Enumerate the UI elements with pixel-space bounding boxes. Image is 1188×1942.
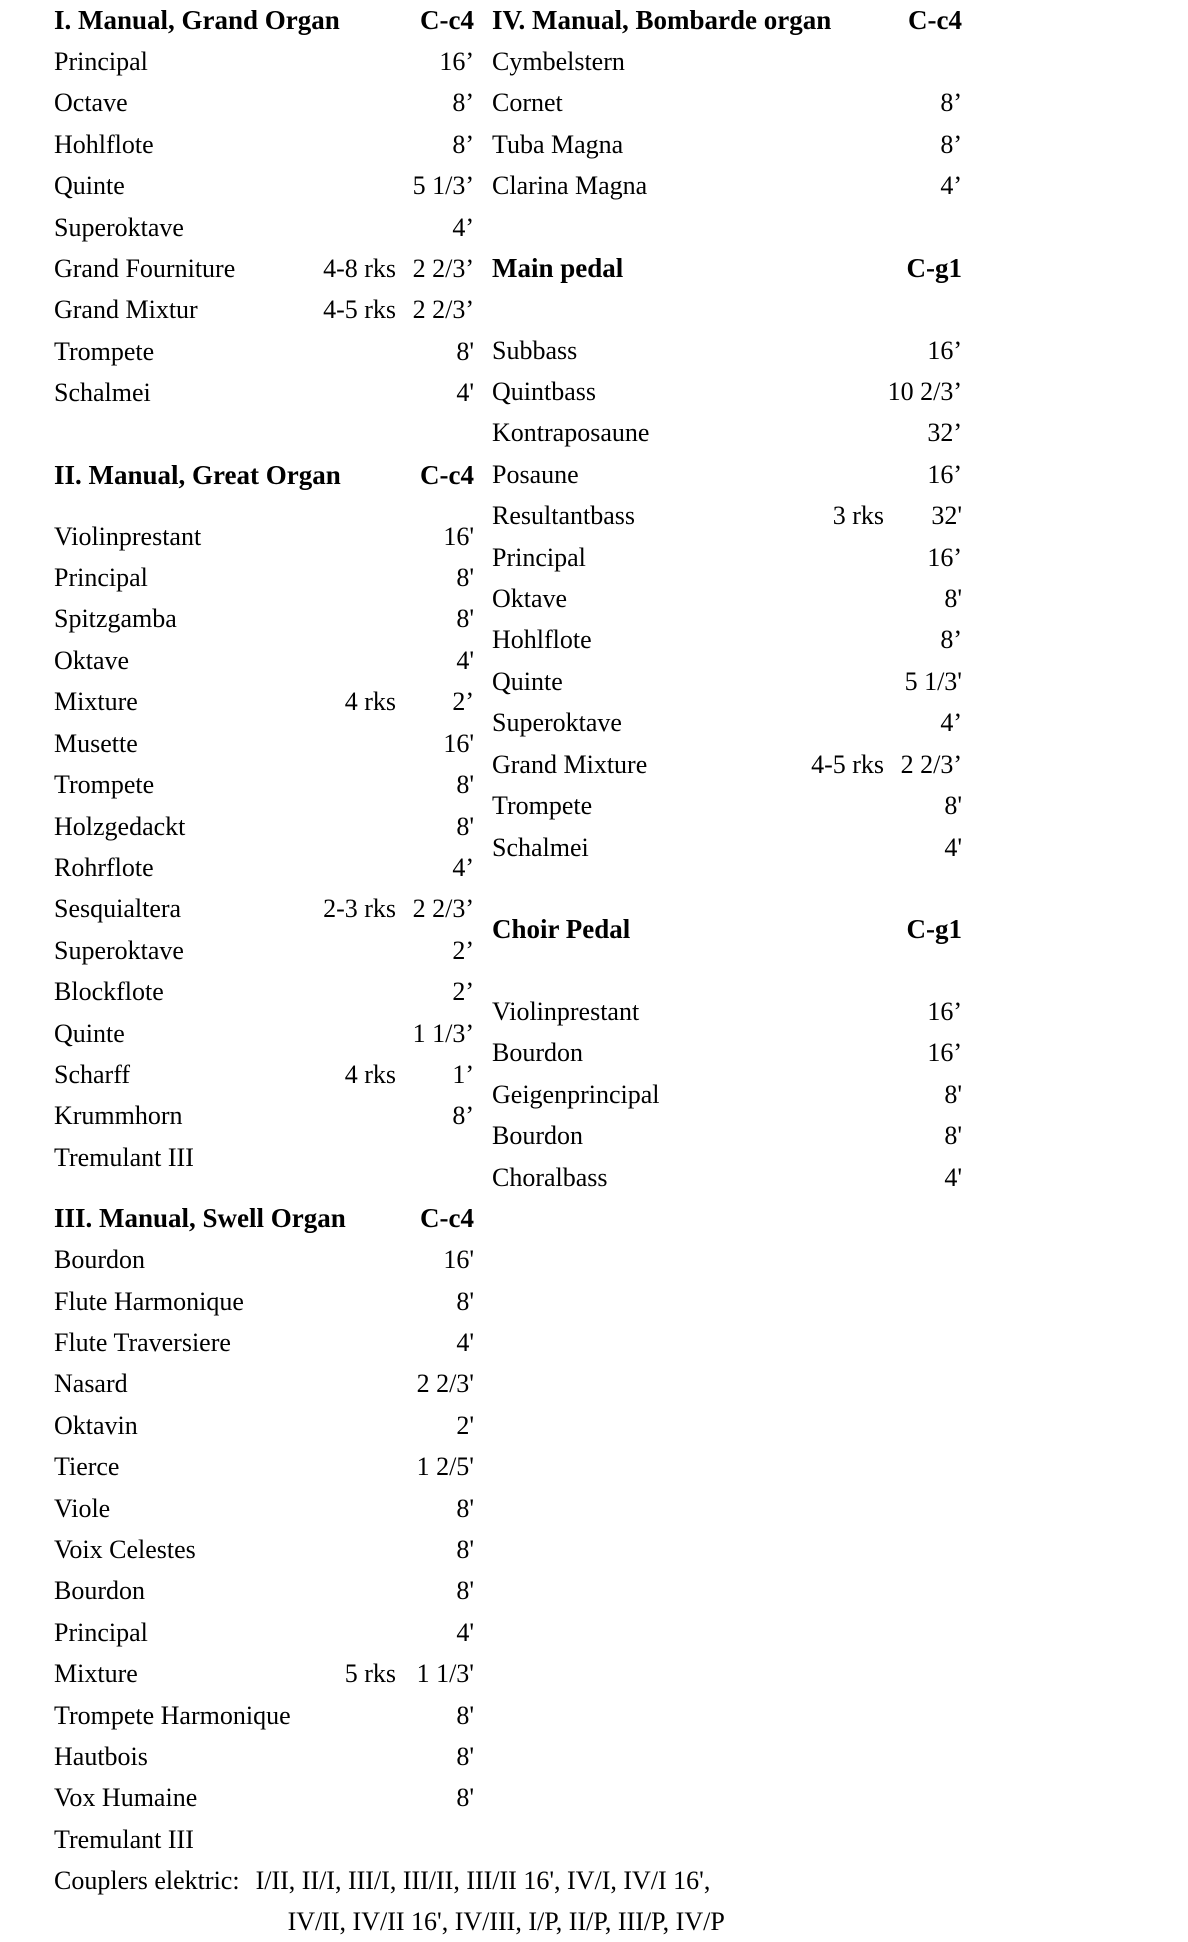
stop-pitch: 8' [456,336,474,366]
stop-row [492,454,962,495]
division-title: IV. Manual, Bombarde organ [492,5,832,35]
stop-row [492,1115,962,1156]
stop-pitch: 16’ [927,1038,962,1068]
couplers-label: Couplers elektric: [54,1866,240,1896]
stop-name: Bourdon [492,1121,583,1151]
stop-pitch: 4' [456,1617,474,1647]
stop-ranks: 4 rks [344,687,396,717]
stop-row [492,495,962,536]
spacer [492,868,962,909]
stop-name: Mixture [54,1659,138,1689]
stop-row [54,516,474,557]
stop-row [54,372,474,413]
stop-pitch: 16’ [927,996,962,1026]
stop-row [54,41,474,82]
stop-row [54,1736,474,1777]
stop-pitch: 4' [456,1327,474,1357]
stop-row [54,930,474,971]
stop-name: Trompete Harmonique [54,1700,291,1730]
stop-name: Clarina Magna [492,171,648,201]
spacer [54,1178,474,1198]
division-title: III. Manual, Swell Organ [54,1203,346,1234]
stop-pitch: 8' [944,1079,962,1109]
stop-name: Flute Harmonique [54,1286,244,1316]
stop-name: Sesquialtera [54,894,182,924]
stop-pitch: 8’ [940,625,962,655]
stop-pitch: 8' [456,1742,474,1772]
division-main-pedal [492,248,962,868]
stop-pitch: 4' [944,1162,962,1192]
division-compass: C-c4 [420,5,474,35]
stop-pitch: 5 1/3' [904,666,962,696]
division-grand-organ [54,0,474,414]
stop-row [54,124,474,165]
stop-row [492,785,962,826]
stop-pitch: 4’ [452,212,474,242]
stop-pitch: 8' [944,1121,962,1151]
stop-name: Schalmei [54,378,151,408]
stop-name: Oktavin [54,1410,138,1440]
stop-pitch: 32’ [927,418,962,448]
stop-row [492,82,962,123]
stop-row [54,248,474,289]
stop-name: Trompete [54,336,155,366]
stop-pitch: 2 2/3’ [412,254,474,284]
stop-row [54,640,474,681]
stop-pitch: 4' [944,832,962,862]
stop-pitch: 16' [443,1245,474,1275]
division-header [54,1198,474,1239]
stop-name: Bourdon [54,1576,145,1606]
stop-pitch: 8’ [940,129,962,159]
stop-row [54,1054,474,1095]
stop-row [54,165,474,206]
spacer [54,496,474,516]
stop-row [54,971,474,1012]
stop-name: Flute Traversiere [54,1327,231,1357]
division-header [54,0,474,41]
stop-row [54,888,474,929]
division-title: I. Manual, Grand Organ [54,5,340,35]
stop-pitch: 8' [456,770,474,800]
stop-row [54,1488,474,1529]
stop-pitch: 4’ [940,171,962,201]
division-choir-pedal [492,909,962,1198]
stop-pitch: 8’ [452,1101,474,1131]
stop-row [492,371,962,412]
stop-name: Grand Fourniture [54,254,236,284]
stop-row [54,1570,474,1611]
spacer [492,950,962,991]
spacer [492,289,962,330]
couplers-lines [256,1860,725,1942]
stop-row [54,764,474,805]
stop-pitch: 8’ [940,88,962,118]
stop-pitch: 4’ [940,708,962,738]
stop-name: Nasard [54,1369,128,1399]
stop-pitch: 8’ [452,88,474,118]
stop-pitch: 32' [931,501,962,531]
stop-pitch: 2 2/3’ [412,894,474,924]
stop-row [492,537,962,578]
division-title: Choir Pedal [492,913,631,944]
division-compass: C-g1 [906,252,962,283]
stop-name: Grand Mixtur [54,295,198,325]
stop-pitch: 1 1/3’ [412,1018,474,1048]
stop-pitch: 2’ [452,687,474,717]
stop-row [492,1074,962,1115]
stop-pitch: 5 1/3’ [412,171,474,201]
stop-pitch: 16’ [927,542,962,572]
division-great-organ [54,455,474,1179]
stop-ranks: 5 rks [344,1659,396,1689]
stop-ranks: 3 rks [832,501,884,531]
stop-row [54,1446,474,1487]
stop-pitch: 2 2/3’ [412,295,474,325]
stop-row [54,1281,474,1322]
stop-row [492,578,962,619]
stop-name: Principal [492,542,586,572]
stop-row [492,744,962,785]
stop-pitch: 2' [456,1410,474,1440]
stop-pitch: 8' [456,1783,474,1813]
stop-row [54,557,474,598]
spacer [492,207,962,248]
stop-pitch: 16’ [927,335,962,365]
stop-name: Tierce [54,1452,120,1482]
stop-row [54,289,474,330]
couplers-line-1: I/II, II/I, III/I, III/II, III/II 16', IV/I, IV/I 16', [255,1866,711,1896]
stop-pitch: 8' [456,1576,474,1606]
division-compass: C-c4 [420,1203,474,1234]
division-swell-organ [54,1198,474,1860]
division-compass: C-c4 [420,459,474,490]
stop-name: Quintbass [492,377,596,407]
stop-pitch: 16’ [439,47,474,76]
stop-name: Subbass [492,335,578,365]
stop-name: Mixture [54,687,138,717]
spacer [54,414,474,455]
stop-name: Quinte [54,171,125,201]
stop-name: Holzgedackt [54,811,186,841]
stop-pitch: 4' [456,378,474,408]
tremulant-label: Tremulant III [54,1142,194,1172]
couplers-block [54,1860,725,1942]
stop-name: Voix Celestes [54,1535,196,1564]
stop-row [54,598,474,639]
stop-name: Rohrflote [54,852,154,882]
division-header [492,248,962,289]
stop-ranks: 4-5 rks [811,749,884,779]
stop-row [492,991,962,1032]
stop-pitch: 8' [456,1286,474,1316]
stop-ranks: 2-3 rks [323,894,396,924]
stop-name: Principal [54,47,148,76]
stop-name: Geigenprincipal [492,1079,660,1109]
stop-name: Krummhorn [54,1101,183,1131]
stop-pitch: 4' [456,645,474,675]
stop-row [492,41,962,82]
stop-name: Hohlflote [492,625,592,655]
stop-name: Viole [54,1493,111,1523]
stop-pitch: 1 2/5' [416,1452,474,1482]
stop-pitch: 2 2/3’ [900,749,962,779]
division-title: II. Manual, Great Organ [54,459,341,490]
stop-row [54,207,474,248]
stop-row [492,1032,962,1073]
stop-name: Vox Humaine [54,1783,198,1813]
stop-row [492,702,962,743]
stop-pitch: 8' [456,1493,474,1523]
stop-row [54,1239,474,1280]
stop-row [492,412,962,453]
stop-row [54,1777,474,1818]
stop-name: Oktave [54,645,130,675]
division-header [492,0,962,41]
stop-pitch: 8' [944,584,962,614]
stop-name: Spitzgamba [54,604,177,634]
stop-row [54,1322,474,1363]
stop-name: Posaune [492,459,579,489]
stop-name: Violinprestant [492,996,640,1026]
stop-name: Superoktave [54,935,184,965]
stop-ranks: 4 rks [344,1059,396,1089]
stop-row [492,619,962,660]
stop-name: Cornet [492,88,563,118]
stop-pitch: 1’ [452,1059,474,1089]
couplers-line-2: IV/II, IV/II 16', IV/III, I/P, II/P, III/P, IV/P [287,1907,725,1937]
stop-name: Principal [54,1617,148,1647]
stop-row [54,1405,474,1446]
stop-row [54,681,474,722]
stop-pitch: 8’ [452,129,474,159]
stop-row [54,1529,474,1570]
stop-pitch: 2 2/3' [416,1369,474,1399]
division-bombarde-organ [492,0,962,207]
stop-name: Bourdon [54,1245,145,1275]
stop-pitch: 8' [456,811,474,841]
stop-pitch: 2’ [452,977,474,1007]
stop-row [54,1695,474,1736]
stop-name: Quinte [492,666,563,696]
right-column [492,0,962,1198]
stop-name: Grand Mixture [492,749,648,779]
stop-pitch: 2’ [452,935,474,965]
stop-row [54,1095,474,1136]
stop-name: Principal [54,563,148,593]
stop-pitch: 16' [443,728,474,758]
stop-name: Cymbelstern [492,47,625,76]
stop-name: Blockflote [54,977,164,1007]
stop-row [492,1157,962,1198]
stop-name: Quinte [54,1018,125,1048]
stop-ranks: 4-5 rks [323,295,396,325]
stop-name: Hohlflote [54,129,154,159]
stop-name: Scharff [54,1059,131,1089]
stop-row [492,661,962,702]
stop-name: Kontraposaune [492,418,650,448]
stop-name: Superoktave [492,708,622,738]
stop-pitch: 1 1/3' [416,1659,474,1689]
stop-pitch: 8' [944,791,962,821]
stop-row [54,847,474,888]
stop-row [54,1363,474,1404]
stop-pitch: 10 2/3’ [887,377,962,407]
stop-name: Resultantbass [492,501,635,531]
stop-name: Musette [54,728,138,758]
stop-name: Octave [54,88,128,118]
tremulant-label: Tremulant III [54,1824,194,1854]
stop-row [54,331,474,372]
stop-row [492,165,962,206]
division-title: Main pedal [492,252,624,283]
division-compass: C-g1 [906,913,962,944]
stop-row [54,723,474,764]
stop-name: Trompete [492,791,593,821]
stop-row [54,1612,474,1653]
stop-ranks: 4-8 rks [323,254,396,284]
stop-name: Superoktave [54,212,184,242]
stop-pitch: 4’ [452,852,474,882]
stop-row [54,806,474,847]
stop-pitch: 8' [456,604,474,634]
stop-pitch: 16' [443,521,474,551]
division-header [492,909,962,950]
division-compass: C-c4 [908,5,962,35]
stop-name: Oktave [492,584,568,614]
stop-row [54,1653,474,1694]
stop-pitch: 8' [456,563,474,593]
stop-name: Bourdon [492,1038,583,1068]
stop-pitch: 8' [456,1700,474,1730]
stop-row [492,124,962,165]
stop-name: Violinprestant [54,521,202,551]
stop-name: Trompete [54,770,155,800]
division-header [54,455,474,496]
stop-pitch: 16’ [927,459,962,489]
stop-row [54,82,474,123]
stop-name: Tuba Magna [492,129,624,159]
stop-name: Choralbass [492,1162,608,1192]
stop-name: Hautbois [54,1742,148,1772]
stop-row [492,827,962,868]
stop-name: Schalmei [492,832,589,862]
stop-pitch: 8' [456,1535,474,1564]
stop-row [492,330,962,371]
stop-row [54,1013,474,1054]
